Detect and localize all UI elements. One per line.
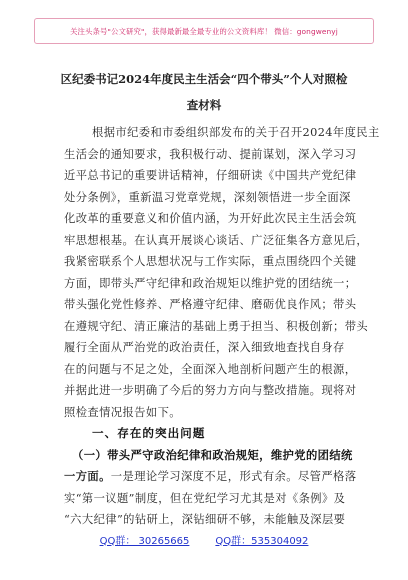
body-line: 并据此进一步明确了今后的努力方向与整改措施。现将对	[64, 384, 357, 397]
body-line: 近平总书记的重要讲话精神，仔细研读《中国共产党纪律	[64, 169, 357, 182]
subsection-heading-end: 一方面。	[64, 469, 111, 483]
section-heading: 一、存在的突出问题	[92, 426, 206, 440]
body-line: 处分条例》，重新温习党章党规，深刻领悟进一步全面深	[64, 190, 351, 204]
header-banner	[34, 18, 374, 44]
body-text: 一是理论学习深度不足，形式有余。尽管严格落	[110, 470, 357, 483]
body-line: 在遵规守纪、清正廉洁的基础上勇于担当、积极创新；带头	[64, 319, 369, 333]
body-line: “六大纪律”的钻研上，深钻细研不够，未能触及深层要	[64, 513, 346, 526]
qq-group-2[interactable]: QQ群：535304092	[215, 535, 309, 547]
body-line: 实“第一议题”制度，但在党纪学习尤其是对《条例》及	[64, 491, 346, 505]
body-line	[64, 466, 357, 487]
banner-text: 关注头条号"公文研究"，获得最新最全最专业的公文资料库！ 微信：gongwenyj	[70, 26, 338, 36]
document-title-line-1: 区纪委书记2024年度民主生活会“四个带头”个人对照检	[60, 72, 348, 86]
body-line: 照检查情况报告如下。	[64, 405, 181, 419]
qq-group-1[interactable]: QQ群： 30265665	[99, 535, 190, 547]
body-line: 履行全面从严治党的政治责任，深入细致地查找自身存	[64, 341, 345, 354]
body-line: 我紧密联系个人思想状况与工作实际，重点围绕四个关键	[64, 255, 357, 268]
body-line: 方面，即带头严守纪律和政治规矩以维护党的团结统一；	[64, 276, 357, 290]
body-line: 生活会的通知要求，我积极行动、提前谋划，深入学习习	[64, 147, 357, 161]
body-line: 在的问题与不足之处，全面深入地剖析问题产生的根源，	[64, 362, 357, 376]
subsection-heading: （一）带头严守政治纪律和政治规矩，维护党的团结统	[72, 447, 353, 462]
footer	[0, 527, 408, 551]
body-line: 根据市纪委和市委组织部发布的关于召开2024年度民主	[92, 126, 380, 139]
body-line: 牢思想根基。在认真开展谈心谈话、广泛征集各方意见后，	[64, 233, 369, 247]
body-line: 带头强化党性修养、严格遵守纪律、磨砺优良作风；带头	[64, 298, 357, 311]
document-title-line-2: 查材料	[186, 98, 222, 112]
body-line: 化改革的重要意义和价值内涵，为开好此次民主生活会筑	[64, 212, 357, 225]
